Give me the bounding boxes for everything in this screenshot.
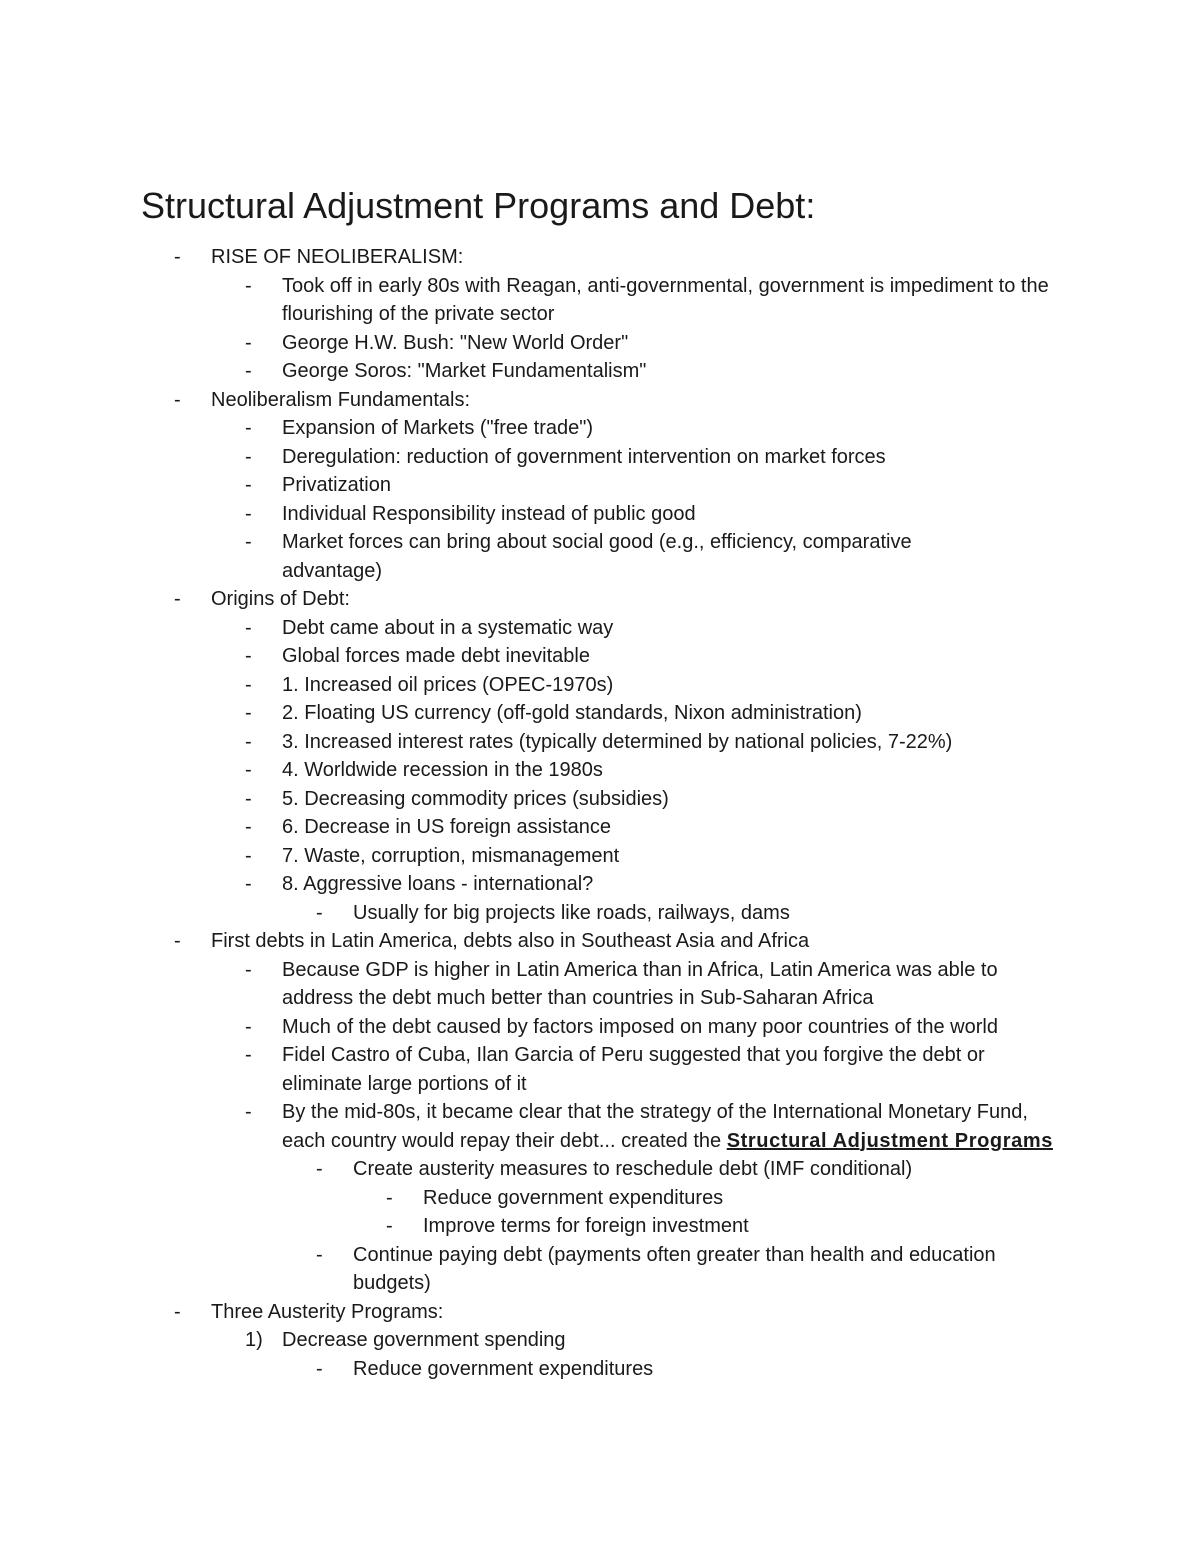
- structural-adjustment-programs-link[interactable]: Structural Adjustment Programs: [726, 1129, 1053, 1152]
- dash-bullet: -: [245, 502, 252, 525]
- dash-bullet: -: [245, 531, 252, 553]
- dash-bullet: -: [245, 702, 252, 724]
- list-item: [0, 1041, 1200, 1098]
- dash-bullet: -: [174, 930, 181, 952]
- list-item: [0, 500, 1200, 529]
- dash-bullet: -: [316, 1158, 323, 1180]
- dash-bullet: -: [245, 730, 252, 753]
- imf-text: By the mid-80s, it became clear that the strategy of the International Monetary Fund, each country would repay their debt... created the: [282, 1101, 1028, 1152]
- dash-bullet: -: [245, 274, 252, 297]
- list-item: [0, 813, 1200, 842]
- dash-bullet: -: [174, 588, 181, 610]
- list-item: [0, 699, 1200, 728]
- page-title: Structural Adjustment Programs and Debt:: [141, 185, 816, 226]
- list-item-text: Fidel Castro of Cuba, Ilan Garcia of Peru suggested that you forgive the debt or eliminate large portions of it: [282, 1044, 985, 1095]
- list-item-text: [282, 1098, 1072, 1155]
- list-item: [0, 642, 1200, 671]
- dash-bullet: -: [174, 246, 181, 268]
- list-item: [0, 870, 1200, 899]
- list-item: [0, 1013, 1200, 1042]
- list-item-text: Decrease government spending: [282, 1329, 566, 1351]
- list-item-text: Individual Responsibility instead of public good: [282, 502, 696, 525]
- list-item-text: Create austerity measures to reschedule debt (IMF conditional): [353, 1158, 913, 1180]
- notes-list: [0, 243, 1200, 1383]
- dash-bullet: -: [245, 331, 252, 354]
- dash-bullet: -: [245, 1015, 252, 1038]
- list-item: [0, 1355, 1200, 1384]
- dash-bullet: -: [245, 816, 252, 838]
- list-item-text: Debt came about in a systematic way: [282, 616, 614, 639]
- dash-bullet: -: [245, 759, 252, 781]
- list-item-text: Because GDP is higher in Latin America than in Africa, Latin America was able to address the debt much better than countries in Sub-Saharan Africa: [282, 958, 998, 1009]
- list-item: [0, 756, 1200, 785]
- list-item-text: Expansion of Markets ("free trade"): [282, 417, 593, 439]
- dash-bullet: -: [245, 616, 252, 639]
- list-item: [0, 956, 1200, 1013]
- section-heading: RISE OF NEOLIBERALISM:: [211, 246, 464, 268]
- list-item-text: Much of the debt caused by factors imposed on many poor countries of the world: [282, 1015, 998, 1038]
- dash-bullet: -: [245, 844, 252, 867]
- list-item-text: Global forces made debt inevitable: [282, 645, 590, 667]
- dash-bullet: -: [316, 1243, 323, 1266]
- dash-bullet: -: [245, 645, 252, 667]
- list-item-text: 4. Worldwide recession in the 1980s: [282, 759, 603, 781]
- list-item: [0, 1212, 1200, 1241]
- dash-bullet: -: [245, 474, 252, 496]
- list-item-text: 2. Floating US currency (off-gold standards, Nixon administration): [282, 702, 862, 724]
- list-item-fundamentals: [0, 386, 1200, 415]
- list-item: [0, 1241, 1200, 1298]
- dash-bullet: -: [245, 787, 252, 810]
- list-item: [0, 785, 1200, 814]
- list-item-text: Usually for big projects like roads, railways, dams: [353, 901, 790, 924]
- list-item-text: 3. Increased interest rates (typically determined by national policies, 7-22%): [282, 730, 953, 753]
- dash-bullet: -: [245, 673, 252, 696]
- dash-bullet: -: [245, 360, 252, 382]
- list-item-text: Reduce government expenditures: [353, 1357, 654, 1380]
- dash-bullet: -: [245, 445, 252, 468]
- dash-bullet: -: [316, 1357, 323, 1380]
- list-item-text: George Soros: "Market Fundamentalism": [282, 360, 647, 382]
- list-item: [0, 414, 1200, 443]
- list-item: [0, 1155, 1200, 1184]
- list-item: [0, 272, 1200, 329]
- list-item-text: Privatization: [282, 474, 391, 496]
- dash-bullet: -: [245, 958, 252, 981]
- list-item-text: Reduce government expenditures: [423, 1186, 724, 1209]
- list-item-imf: [0, 1098, 1200, 1155]
- dash-bullet: -: [386, 1186, 393, 1209]
- list-item: [0, 728, 1200, 757]
- section-heading: Neoliberalism Fundamentals:: [211, 388, 471, 411]
- list-item: [0, 899, 1200, 928]
- list-item-text: George H.W. Bush: "New World Order": [282, 331, 629, 354]
- list-number: 1): [245, 1329, 263, 1351]
- section-heading: Three Austerity Programs:: [211, 1300, 444, 1323]
- list-item-text: 7. Waste, corruption, mismanagement: [282, 844, 620, 867]
- list-item: [0, 329, 1200, 358]
- list-item-text: 1. Increased oil prices (OPEC-1970s): [282, 673, 614, 696]
- section-heading: Origins of Debt:: [211, 588, 350, 610]
- list-item-text: 5. Decreasing commodity prices (subsidies): [282, 787, 669, 810]
- list-item-text: Took off in early 80s with Reagan, anti-governmental, government is impediment to the flourishing of the private sector: [282, 274, 1049, 325]
- list-item-text: 6. Decrease in US foreign assistance: [282, 816, 612, 838]
- list-item: [0, 471, 1200, 500]
- numbered-list-item: [0, 1326, 1200, 1355]
- dash-bullet: -: [245, 1101, 252, 1123]
- list-item-origins: [0, 585, 1200, 614]
- dash-bullet: -: [174, 1300, 181, 1323]
- list-item: [0, 614, 1200, 643]
- section-heading: First debts in Latin America, debts also in Southeast Asia and Africa: [211, 930, 810, 952]
- list-item-first-debts: [0, 927, 1200, 956]
- list-item-three-programs: [0, 1298, 1200, 1327]
- dash-bullet: -: [245, 1044, 252, 1066]
- dash-bullet: -: [316, 901, 323, 924]
- list-item: [0, 528, 1200, 585]
- list-item: [0, 842, 1200, 871]
- dash-bullet: -: [245, 873, 252, 895]
- list-item-text: Deregulation: reduction of government intervention on market forces: [282, 445, 886, 468]
- list-item-text: Market forces can bring about social good (e.g., efficiency, comparative advantage): [282, 531, 912, 582]
- list-item: [0, 357, 1200, 386]
- list-item: [0, 1184, 1200, 1213]
- dash-bullet: -: [386, 1215, 393, 1237]
- list-item: [0, 443, 1200, 472]
- list-item-text: Continue paying debt (payments often greater than health and education budgets): [353, 1243, 996, 1294]
- list-item-text: 8. Aggressive loans - international?: [282, 873, 594, 895]
- dash-bullet: -: [174, 388, 181, 411]
- list-item-neoliberalism-rise: [0, 243, 1200, 272]
- list-item: [0, 671, 1200, 700]
- dash-bullet: -: [245, 417, 252, 439]
- list-item-text: Improve terms for foreign investment: [423, 1215, 749, 1237]
